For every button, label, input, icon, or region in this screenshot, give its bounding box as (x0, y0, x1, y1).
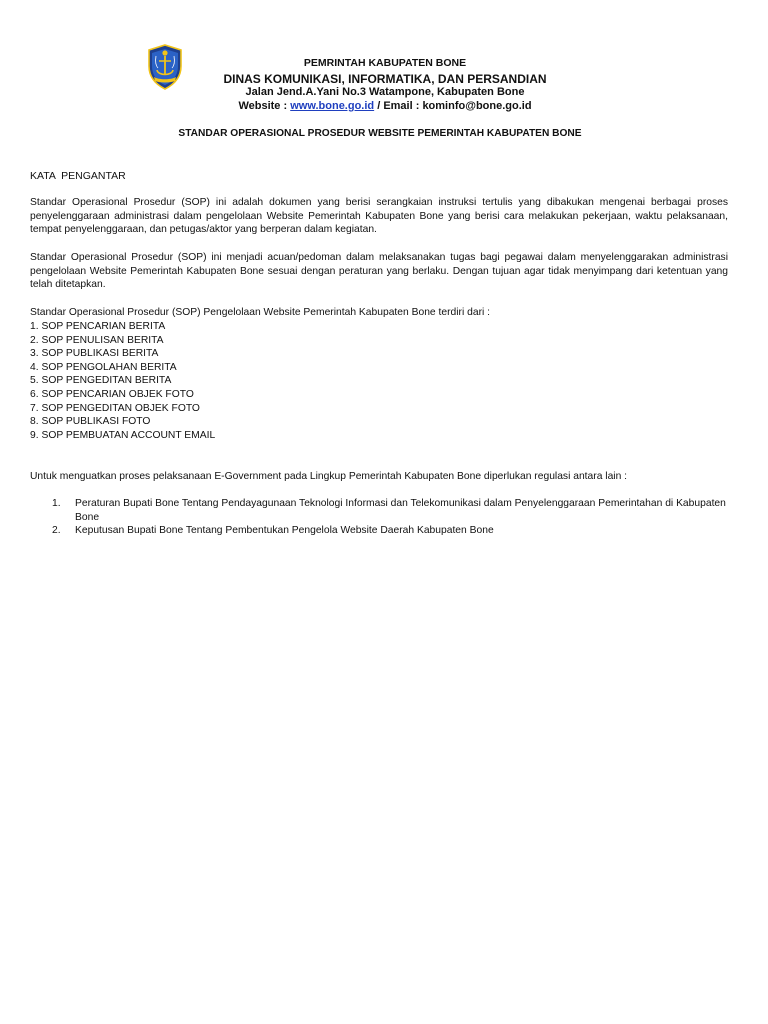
email-address: kominfo@bone.go.id (422, 100, 532, 112)
list-item: 7. SOP PENGEDITAN OBJEK FOTO (30, 402, 200, 414)
website-label: Website : (238, 100, 291, 112)
contact-separator: / (374, 100, 384, 112)
list-item: 1. SOP PENCARIAN BERITA (30, 321, 166, 332)
letterhead-department: DINAS KOMUNIKASI, INFORMATIKA, DAN PERSANDIAN (223, 72, 547, 86)
list-item (52, 524, 728, 538)
email-label: Email : (383, 100, 423, 112)
letterhead-government: PEMRINTAH KABUPATEN BONE (303, 57, 467, 69)
list-item-number: 1. (52, 498, 61, 509)
list-item-text: Peraturan Bupati Bone Tentang Pendayagunaan Teknologi Informasi dan Telekomunikasi dalam Penyelenggaraan Pemerintahan di Kabupaten Bone (75, 498, 726, 523)
document-title: STANDAR OPERASIONAL PROSEDUR WEBSITE PEMERINTAH KABUPATEN BONE (178, 128, 582, 139)
list-item: 6. SOP PENCARIAN OBJEK FOTO (30, 388, 194, 400)
sop-list (30, 320, 215, 442)
list-item: 9. SOP PEMBUATAN ACCOUNT EMAIL (30, 429, 216, 441)
letterhead-contact (195, 100, 575, 112)
sop-list-intro: Standar Operasional Prosedur (SOP) Pengelolaan Website Pemerintah Kabupaten Bone terdiri dari : (30, 307, 491, 318)
list-item: 4. SOP PENGOLAHAN BERITA (30, 361, 177, 373)
list-item-text: Keputusan Bupati Bone Tentang Pembentukan Pengelola Website Daerah Kabupaten Bone (75, 525, 494, 536)
website-link[interactable]: www.bone.go.id (290, 100, 375, 112)
list-item: 2. SOP PENULISAN BERITA (30, 334, 164, 346)
purpose-paragraph: Standar Operasional Prosedur (SOP) ini menjadi acuan/pedoman dalam melaksanakan tugas bagi pegawai dalam menyelenggarakan administrasi pengelolaan Website Pemerintah Kabupaten Bone sesuai dengan peraturan yang berlaku. Dengan tujuan agar tidak menyimpang dari ketentuan yang telah ditetapkan. (30, 252, 728, 290)
list-item (52, 497, 728, 524)
list-item: 3. SOP PUBLIKASI BERITA (30, 348, 159, 360)
regulation-list (52, 497, 728, 538)
regulation-intro: Untuk menguatkan proses pelaksanaan E-Government pada Lingkup Pemerintah Kabupaten Bone diperlukan regulasi antara lain : (30, 471, 628, 482)
intro-paragraph: Standar Operasional Prosedur (SOP) ini adalah dokumen yang berisi serangkaian instruksi tertulis yang dibakukan mengenai berbagai proses penyelenggaraan administrasi dalam pengelolaan Website Pemerintah Kabupaten Bone yang berisi cara melakukan pekerjaan, waktu pelaksanaan, tempat penyelenggaraan, dan petugas/aktor yang berperan dalam kegiatan. (30, 197, 728, 235)
list-item: 8. SOP PUBLIKASI FOTO (30, 416, 151, 428)
letterhead-address: Jalan Jend.A.Yani No.3 Watampone, Kabupaten Bone (245, 86, 525, 98)
list-item: 5. SOP PENGEDITAN BERITA (30, 375, 172, 387)
section-heading: KATA PENGANTAR (30, 170, 126, 182)
list-item-number: 2. (52, 525, 61, 536)
kabupaten-bone-emblem-icon (147, 44, 183, 90)
